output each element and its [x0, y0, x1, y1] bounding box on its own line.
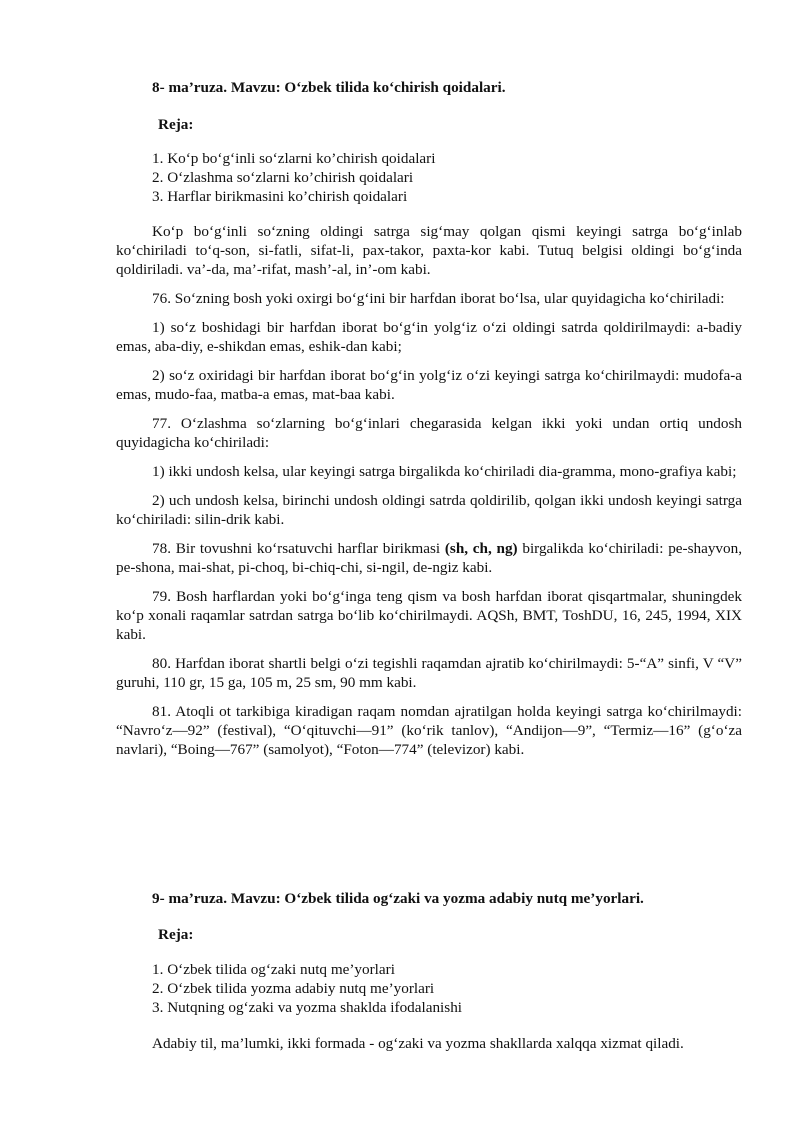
plan-item: 2. O‘zlashma so‘zlarni ko’chirish qoidalari: [152, 169, 414, 186]
paragraph-78: [116, 539, 742, 577]
paragraph: 80. Harfdan iborat shartli belgi o‘zi tegishli raqamdan ajratib ko‘chirilmaydi: 5-“A” sinfi, V “V” guruhi, 110 gr, 15 ga, 105 m, 25 sm, 90 mm kabi.: [116, 655, 742, 691]
paragraph-78-text-start: 78. Bir tovushni ko‘rsatuvchi harflar birikmasi: [152, 540, 445, 557]
lecture-9-plan-label: Reja:: [158, 926, 194, 943]
lecture-8-body: [116, 222, 742, 769]
plan-item: 2. O‘zbek tilida yozma adabiy nutq me’yorlari: [152, 980, 435, 997]
plan-item: 3. Harflar birikmasini ko’chirish qoidalari: [152, 188, 408, 205]
paragraph: 2) so‘z oxiridagi bir harfdan iborat bo‘g‘in yolg‘iz o‘zi keyingi satrga ko‘chirilmaydi: mudofa-a emas, mudo-faa, matba-a emas, mat-baa kabi.: [116, 367, 742, 403]
paragraph: 77. O‘zlashma so‘zlarning bo‘g‘inlari chegarasida kelgan ikki yoki undan ortiq undosh quyidagicha ko‘chiriladi:: [116, 415, 742, 451]
lecture-9-title: 9- ma’ruza. Mavzu: O‘zbek tilida og‘zaki va yozma adabiy nutq me’yorlari.: [152, 890, 644, 907]
paragraph: 2) uch undosh kelsa, birinchi undosh oldingi satrda qoldirilib, qolgan ikki undosh keyingi satrga ko‘chiriladi: silin-drik kabi.: [116, 492, 742, 528]
paragraph: Ko‘p bo‘g‘inli so‘zning oldingi satrga sig‘may qolgan qismi keyingi satrga bo‘g‘inlab ko‘chiriladi to‘q-son, si-fatli, sifat-li, pax-takor, paxta-kor kabi. Tutuq belgisi oldingi bo‘g‘inda qoldiriladi. va’-da, ma’-rifat, mash’-al, in’-om kabi.: [116, 223, 742, 278]
plan-item: 1. Ko‘p bo‘g‘inli so‘zlarni ko’chirish qoidalari: [152, 150, 436, 167]
paragraph-78-text-end: birgalikda ko‘chiriladi: pe-shayvon, pe-shona, mai-shat, pi-choq, bi-chiq-chi, si-ngil, de-ngiz kabi.: [116, 540, 742, 576]
plan-item: 3. Nutqning og‘zaki va yozma shaklda ifodalanishi: [152, 999, 463, 1016]
paragraph-78-bold-letters: (sh, ch, ng): [444, 540, 518, 557]
plan-item: 1. O‘zbek tilida og‘zaki nutq me’yorlari: [152, 961, 395, 978]
lecture-9-plan-list: [152, 960, 462, 1017]
lecture-8-plan-list: [152, 149, 435, 206]
paragraph: 76. So‘zning bosh yoki oxirgi bo‘g‘ini bir harfdan iborat bo‘lsa, ular quyidagicha ko‘chiriladi:: [152, 290, 725, 307]
lecture-8-title: 8- ma’ruza. Mavzu: O‘zbek tilida ko‘chirish qoidalari.: [152, 79, 506, 96]
paragraph: 79. Bosh harflardan yoki bo‘g‘inga teng qism va bosh harfdan iborat qisqartmalar, shuningdek ko‘p xonali raqamlar satrdan satrga bo‘lib ko‘chirilmaydi. AQSh, BMT, ToshDU, 16, 245, 1994, XIX kabi.: [116, 588, 742, 643]
paragraph: 1) ikki undosh kelsa, ular keyingi satrga birgalikda ko‘chiriladi dia-gramma, mono-grafiya kabi;: [152, 463, 737, 480]
lecture-9-body: [116, 1034, 742, 1063]
lecture-8-plan-label: Reja:: [158, 116, 194, 133]
paragraph: 81. Atoqli ot tarkibiga kiradigan raqam nomdan ajratilgan holda keyingi satrga ko‘chirilmaydi: “Navro‘z—92” (festival), “O‘qituvchi—91” (ko‘rik tanlov), “Andijon—9”, “Termiz—16” (g‘o‘za navlari), “Boing—767” (samolyot), “Foton—774” (televizor) kabi.: [116, 703, 742, 758]
paragraph: 1) so‘z boshidagi bir harfdan iborat bo‘g‘in yolg‘iz o‘zi oldingi satrda qoldirilmaydi: a-badiy emas, aba-diy, e-shikdan emas, eshik-dan kabi;: [116, 319, 742, 355]
paragraph: Adabiy til, ma’lumki, ikki formada - og‘zaki va yozma shakllarda xalqqa xizmat qiladi.: [152, 1035, 684, 1052]
